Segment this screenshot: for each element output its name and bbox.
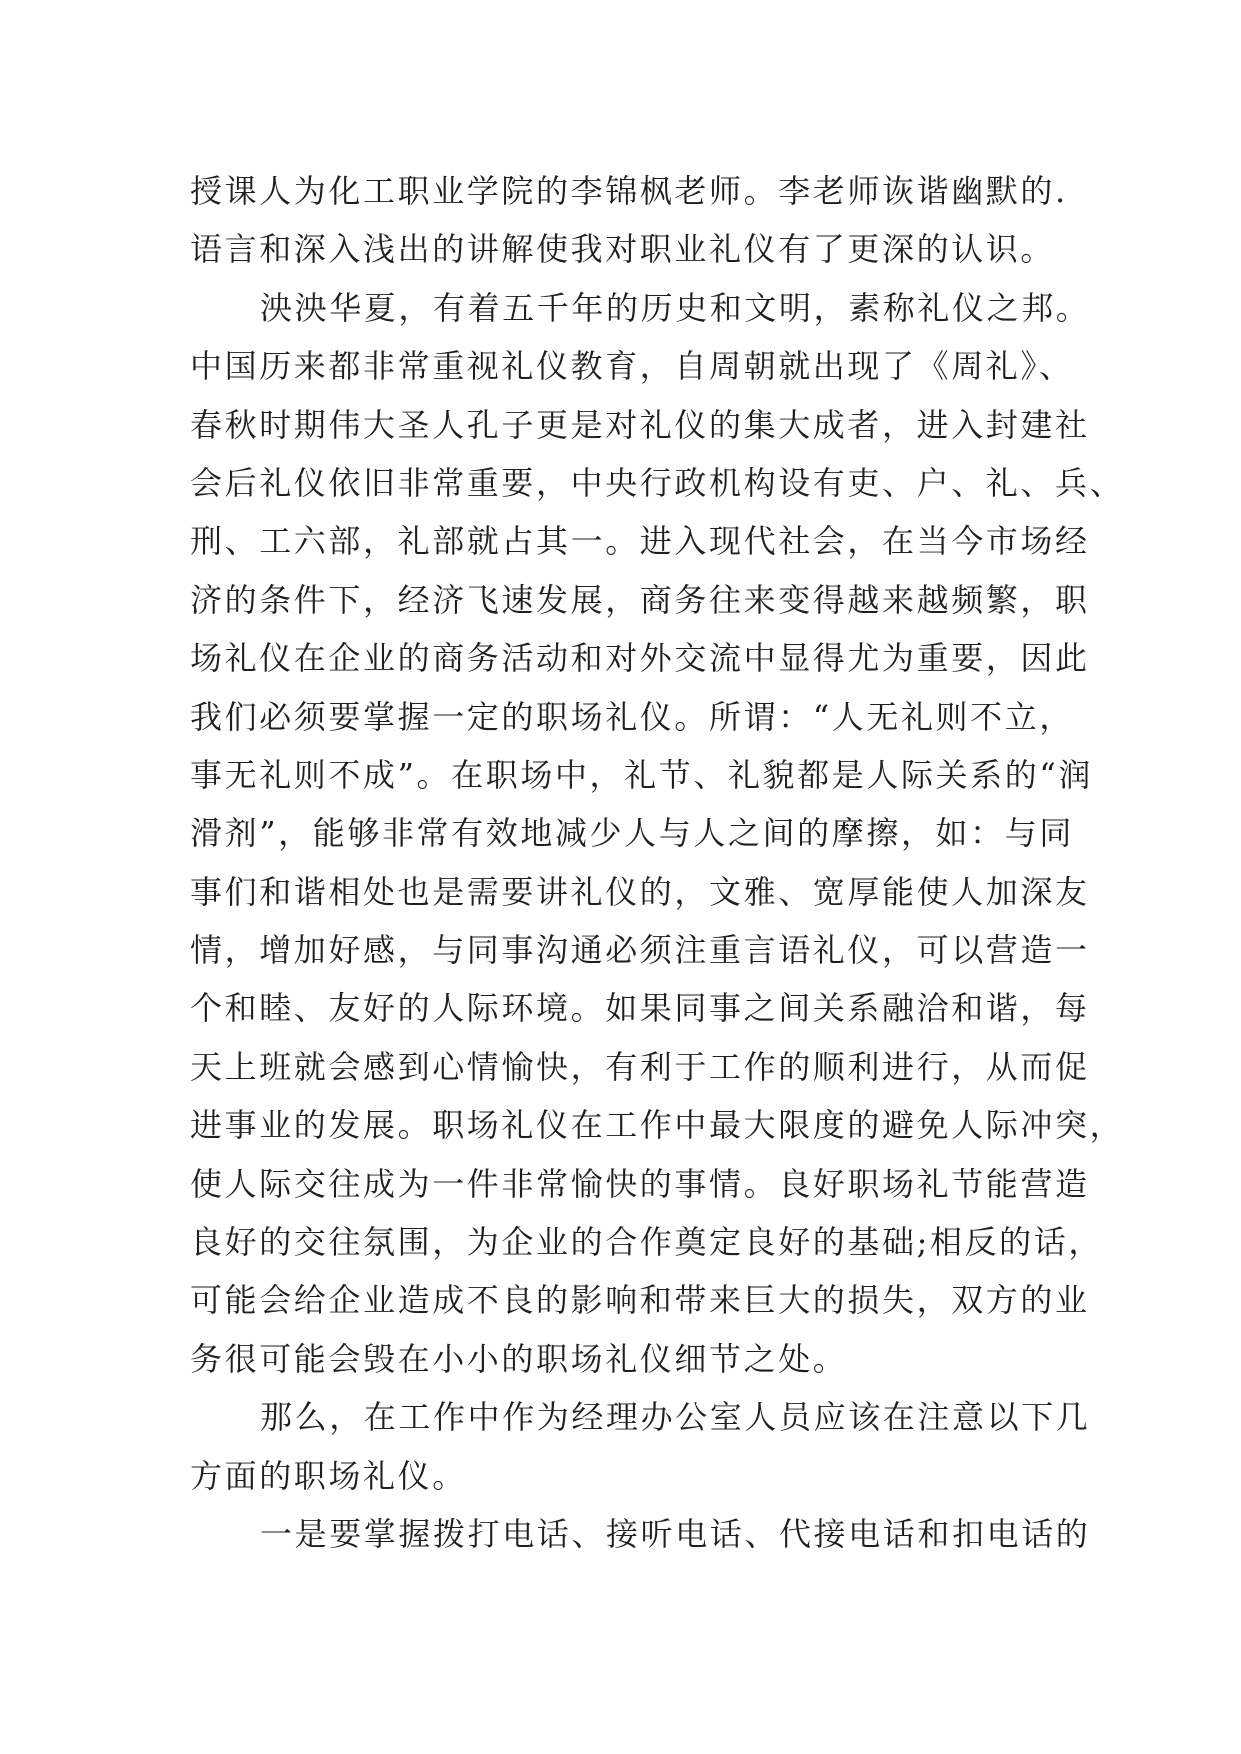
text-line: 场礼仪在企业的商务活动和对外交流中显得尤为重要，因此 <box>190 639 1090 678</box>
paragraph-etiquette-history <box>190 279 1125 1388</box>
text-line: 滑剂”，能够非常有效地减少人与人之间的摩擦，如：与同 <box>190 814 1074 853</box>
text-line: 使人际交往成为一件非常愉快的事情。良好职场礼节能营造 <box>190 1164 1090 1203</box>
paragraph-office-staff <box>190 1388 1091 1505</box>
paragraph-phone-etiquette <box>190 1505 1091 1563</box>
text-line: 济的条件下，经济飞速发展，商务往来变得越来越频繁，职 <box>190 580 1090 619</box>
text-line: 春秋时期伟大圣人孔子更是对礼仪的集大成者，进入封建社 <box>190 405 1090 444</box>
text-line: 语言和深入浅出的讲解使我对职业礼仪有了更深的认识。 <box>190 230 1056 269</box>
document-body <box>190 162 1125 1563</box>
text-line: 事们和谐相处也是需要讲礼仪的，文雅、宽厚能使人加深友 <box>190 872 1090 911</box>
text-line: 情，增加好感，与同事沟通必须注重言语礼仪，可以营造一 <box>190 931 1090 970</box>
text-line: 方面的职场礼仪。 <box>190 1456 467 1495</box>
text-line: 务很可能会毁在小小的职场礼仪细节之处。 <box>190 1339 848 1378</box>
text-line: 中国历来都非常重视礼仪教育，自周朝就出现了《周礼》、 <box>190 347 1074 386</box>
text-line: 良好的交往氛围，为企业的合作奠定良好的基础;相反的话， <box>190 1223 1103 1262</box>
text-line: 进事业的发展。职场礼仪在工作中最大限度的避免人际冲突， <box>190 1106 1125 1145</box>
text-line: 会后礼仪依旧非常重要，中央行政机构设有吏、户、礼、兵、 <box>190 463 1125 502</box>
paragraph-course-intro <box>190 162 1068 279</box>
text-line: 授课人为化工职业学院的李锦枫老师。李老师诙谐幽默的. <box>190 172 1068 210</box>
text-line: 我们必须要掌握一定的职场礼仪。所谓：“人无礼则不立， <box>190 697 1074 736</box>
text-line-indented: 一是要掌握拨打电话、接听电话、代接电话和扣电话的 <box>260 1514 1091 1553</box>
text-line-indented: 泱泱华夏，有着五千年的历史和文明，素称礼仪之邦。 <box>260 288 1091 327</box>
text-line: 事无礼则不成”。在职场中，礼节、礼貌都是人际关系的“润 <box>190 755 1093 794</box>
text-line: 刑、工六部，礼部就占其一。进入现代社会，在当今市场经 <box>190 522 1090 561</box>
text-line: 可能会给企业造成不良的影响和带来巨大的损失，双方的业 <box>190 1281 1090 1320</box>
text-line: 个和睦、友好的人际环境。如果同事之间关系融洽和谐，每 <box>190 989 1090 1028</box>
text-line-indented: 那么，在工作中作为经理办公室人员应该在注意以下几 <box>260 1398 1091 1437</box>
text-line: 天上班就会感到心情愉快，有利于工作的顺利进行，从而促 <box>190 1047 1090 1086</box>
